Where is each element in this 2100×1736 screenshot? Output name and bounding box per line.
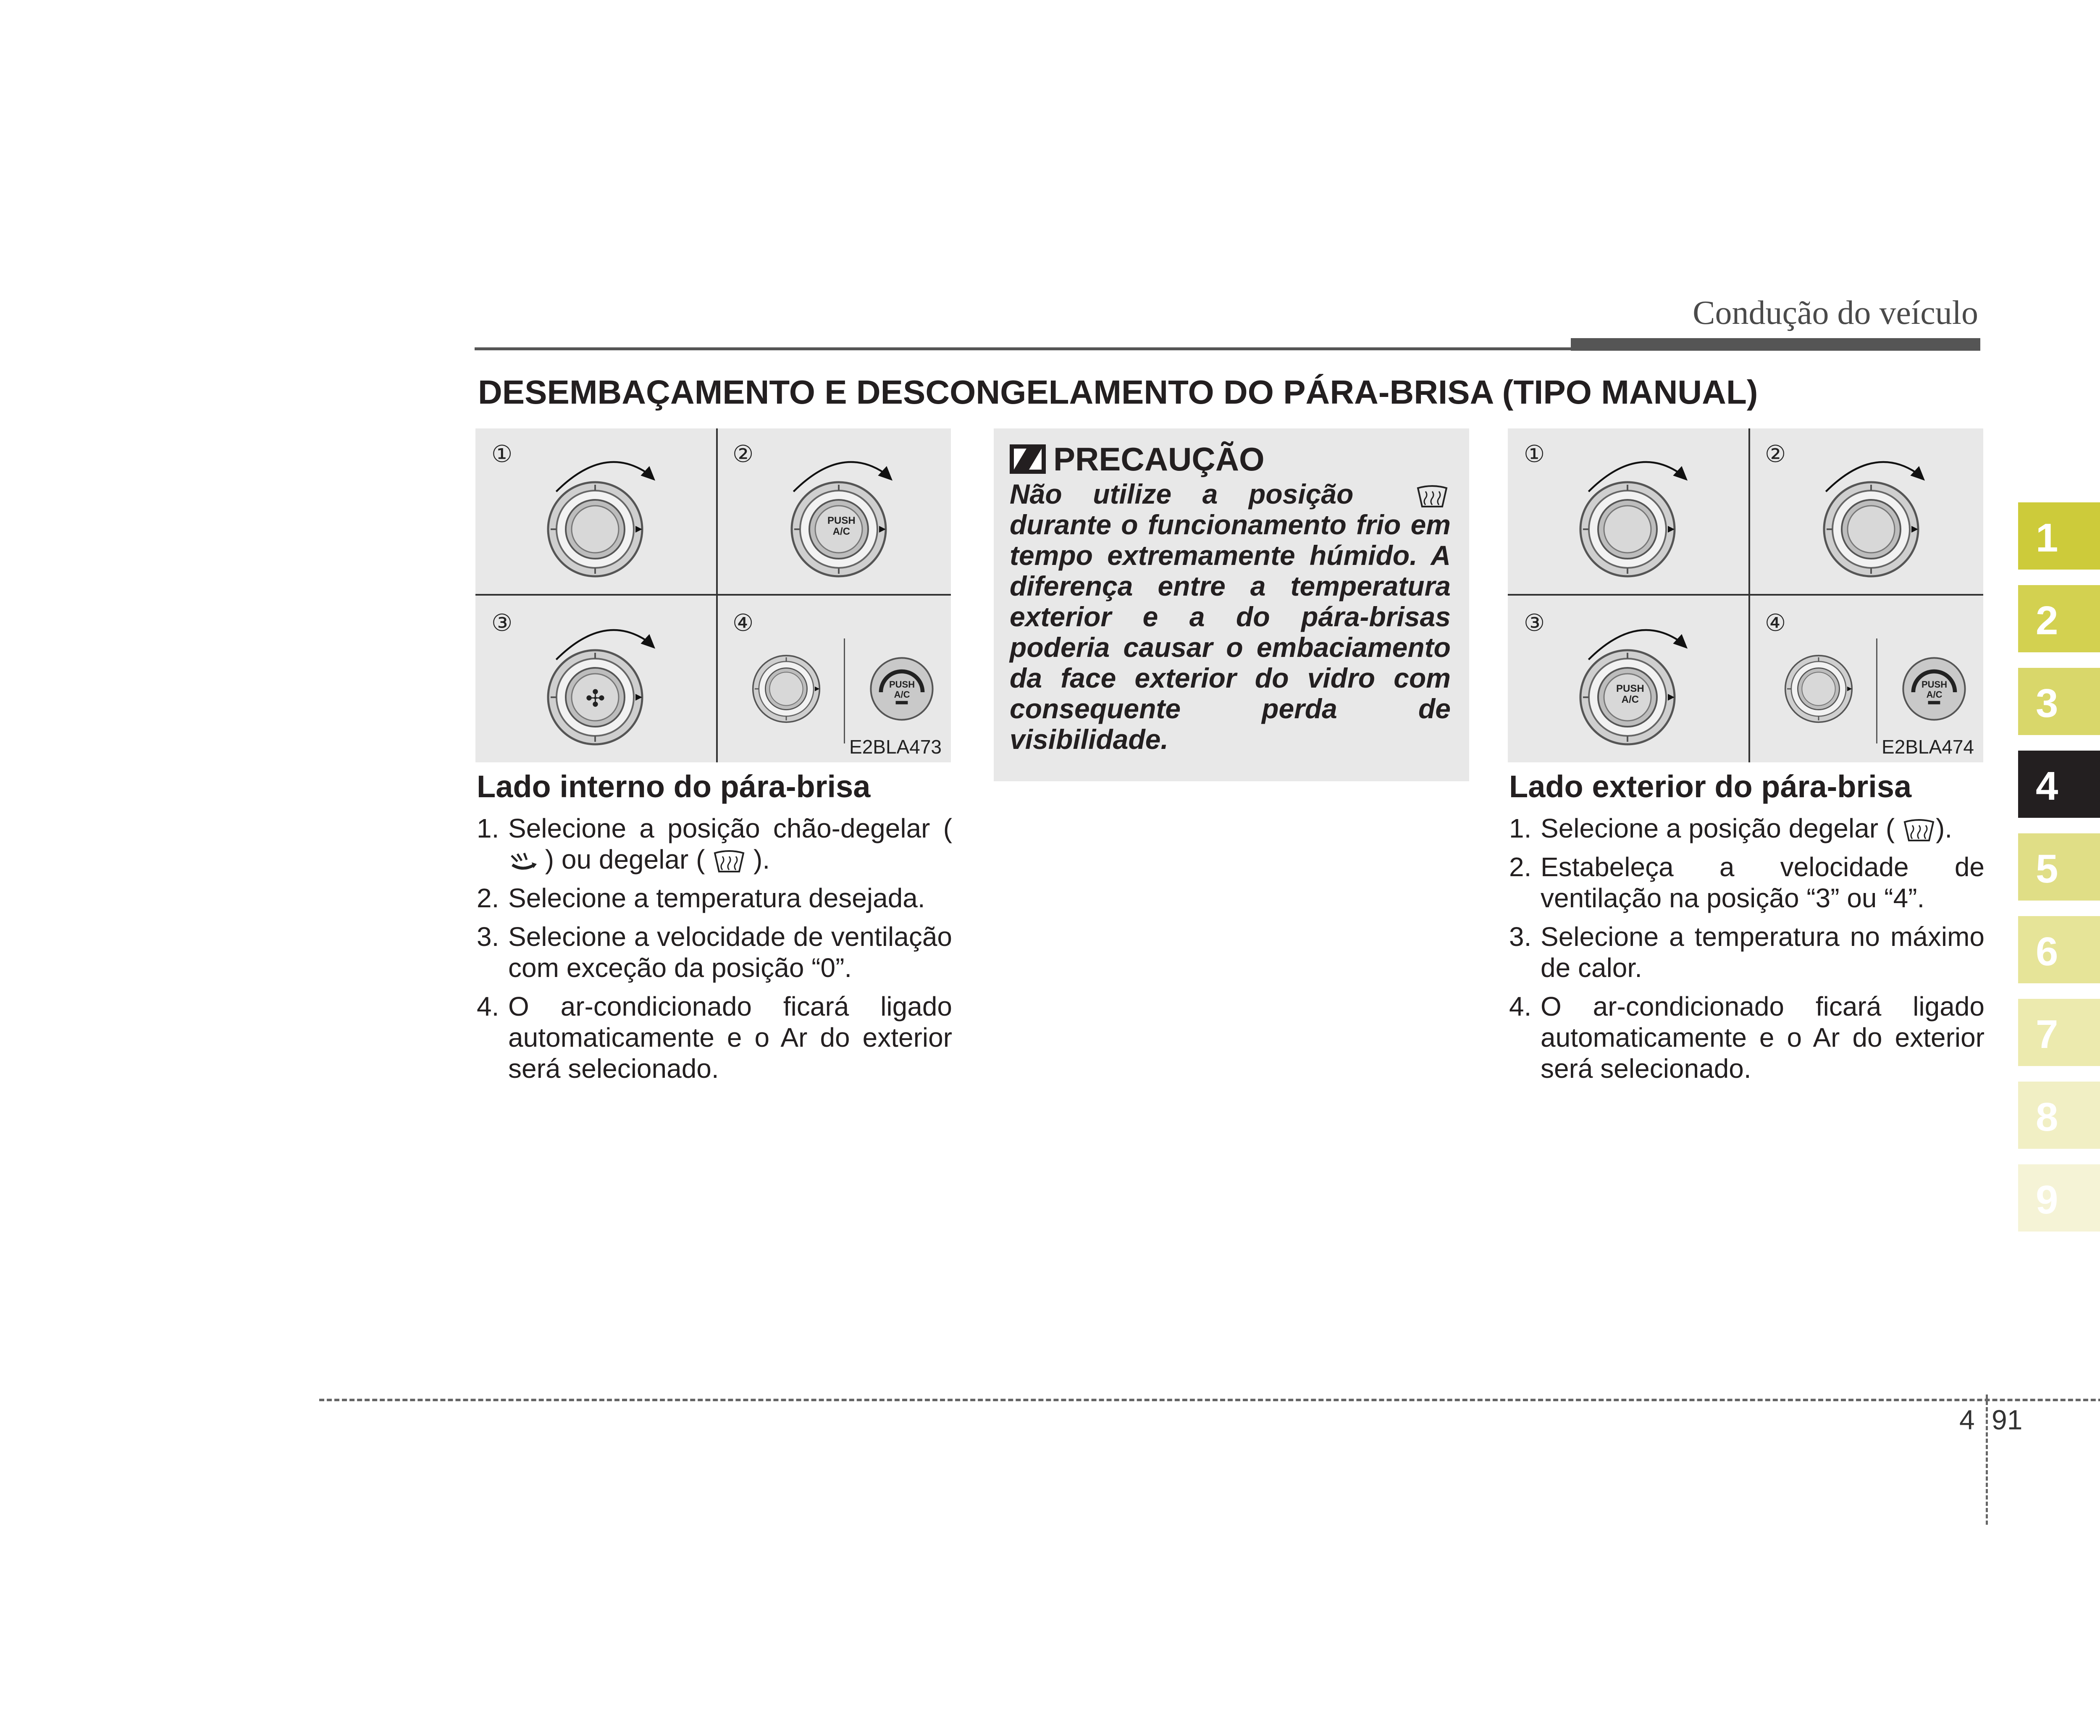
push-label: PUSH A/C	[1616, 683, 1644, 705]
chapter-tab-1[interactable]: 1	[2018, 502, 2100, 570]
inside-heading: Lado interno do pára-brisa	[477, 769, 871, 804]
defrost-icon	[1902, 818, 1936, 843]
chapter-number: 4	[1959, 1404, 1975, 1435]
caution-icon	[1010, 444, 1046, 474]
ac-label: PUSH A/C	[889, 679, 915, 700]
mode-knob-icon	[545, 479, 646, 580]
figure-inside	[475, 428, 951, 762]
figure-label-4: ④	[732, 609, 754, 636]
outside-heading: Lado exterior do pára-brisa	[1509, 769, 1912, 804]
caution-heading: PRECAUÇÃO	[1010, 440, 1265, 478]
figure-label-3: ③	[491, 609, 513, 636]
header-rule-thick	[1571, 338, 1980, 351]
push-label: PUSH A/C	[827, 515, 856, 537]
figure-label-1: ①	[1524, 441, 1545, 467]
defrost-icon	[1414, 484, 1451, 509]
fan-icon: ✣	[585, 685, 605, 712]
fan-knob-icon	[1821, 479, 1922, 580]
caution-box	[994, 428, 1469, 781]
defrost-icon	[712, 849, 746, 874]
ac-label: PUSH A/C	[1922, 679, 1948, 700]
figure-label-4: ④	[1765, 609, 1786, 636]
chapter-tab-4[interactable]: 4	[2018, 751, 2100, 818]
mode-button-icon	[1783, 653, 1854, 725]
chapter-tab-8[interactable]: 8	[2018, 1082, 2100, 1149]
footer-divider	[1986, 1395, 1988, 1525]
running-title: Condução do veículo	[1693, 294, 1978, 331]
figure-code: E2BLA474	[1882, 736, 1974, 758]
figure-label-3: ③	[1524, 609, 1545, 636]
chapter-tab-5[interactable]: 5	[2018, 833, 2100, 901]
caution-text: Não utilize a posição durante o funcionamento frio em tempo extremamente húmido. A diferença entre a temperatura exterior e a do pára-brisas poderia causar o embaciamento da face exterior do vidro com consequente perda de visibilidade.	[1010, 478, 1451, 755]
list-item: 1. Selecione a posição degelar ( ).	[1509, 813, 1953, 843]
figure-label-2: ②	[732, 441, 754, 467]
figure-outside	[1508, 428, 1983, 762]
page-title: DESEMBAÇAMENTO E DESCONGELAMENTO DO PÁRA-BRISA (TIPO MANUAL)	[478, 373, 1758, 411]
floor-defrost-icon	[508, 850, 538, 873]
list-item: 3. Selecione a temperatura no máximo de calor.	[1509, 922, 1984, 983]
outside-steps	[1509, 813, 1984, 1092]
list-item: 1. Selecione a posição chão-degelar ( ) ou degelar ( ).	[477, 813, 952, 875]
list-item: 2. Estabeleça a velocidade de ventilação na posição “3” ou “4”.	[1509, 852, 1984, 913]
chapter-tab-6[interactable]: 6	[2018, 916, 2100, 983]
chapter-tab-3[interactable]: 3	[2018, 668, 2100, 735]
figure-label-2: ②	[1765, 441, 1786, 467]
footer-rule	[319, 1399, 2100, 1401]
chapter-tab-9[interactable]: 9	[2018, 1164, 2100, 1232]
mode-knob-icon	[1577, 479, 1678, 580]
header-rule	[475, 347, 1571, 350]
chapter-tab-7[interactable]: 7	[2018, 999, 2100, 1066]
figure-code: E2BLA473	[849, 736, 942, 758]
list-item: 4. O ar-condicionado ficará ligado automaticamente e o Ar do exterior será selecionado.	[477, 991, 952, 1084]
list-item: 3. Selecione a velocidade de ventilação com exceção da posição “0”.	[477, 922, 952, 983]
inside-steps	[477, 813, 952, 1092]
mode-button-icon	[751, 653, 822, 725]
list-item: 4. O ar-condicionado ficará ligado automaticamente e o Ar do exterior será selecionado.	[1509, 991, 1984, 1084]
page-number: 91	[1992, 1404, 2023, 1435]
chapter-tab-2[interactable]: 2	[2018, 585, 2100, 652]
list-item: 2. Selecione a temperatura desejada.	[477, 883, 925, 913]
figure-label-1: ①	[491, 441, 513, 467]
